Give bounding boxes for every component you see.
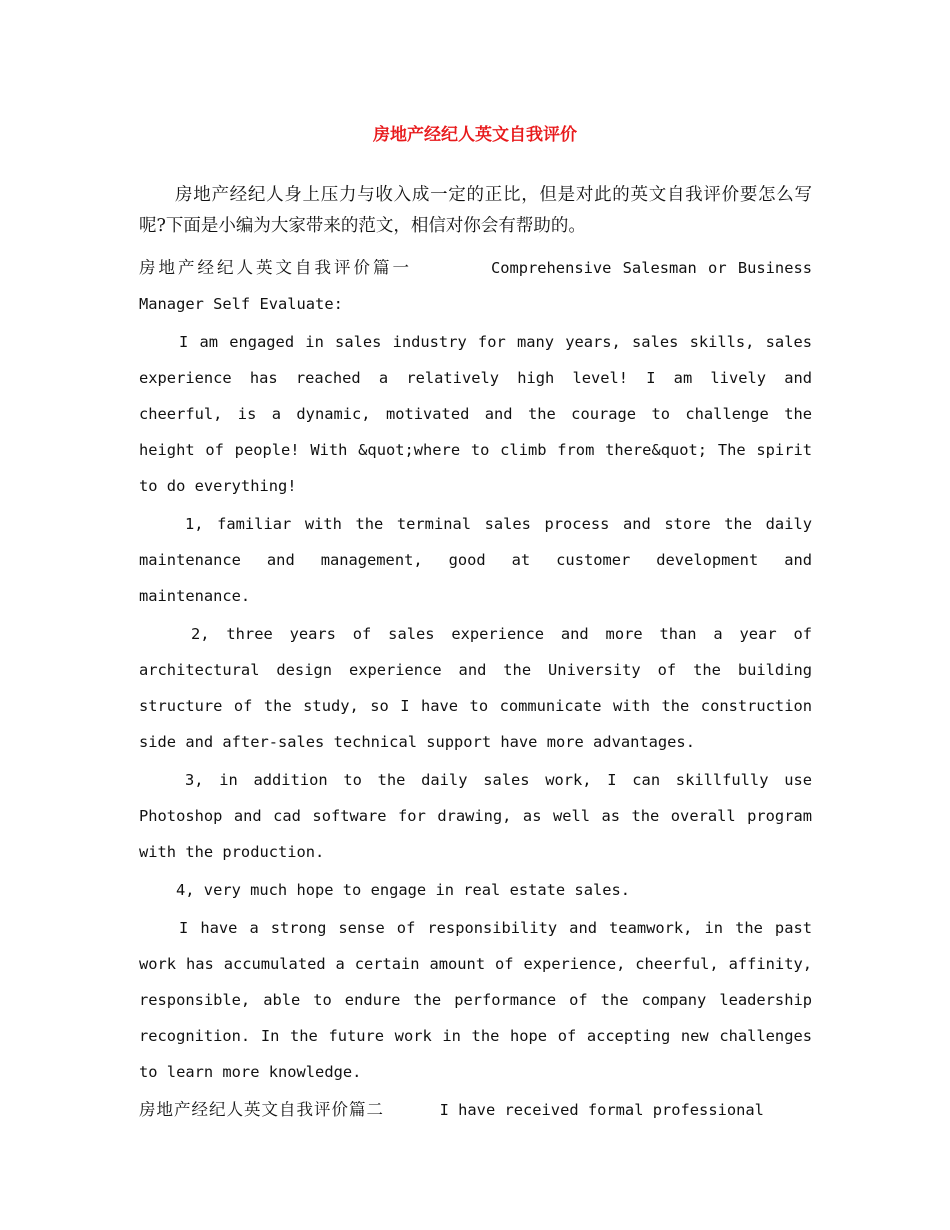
section-heading-2-en: I have received formal professional <box>439 1101 764 1119</box>
list-item: 1, familiar with the terminal sales process and store the daily maintenance and management, good at customer development and maintenance. <box>139 515 812 605</box>
section-heading-2 <box>139 1092 812 1128</box>
section-heading-1 <box>139 250 812 322</box>
document-body <box>139 250 812 1130</box>
section-heading-2-cn: 房地产经纪人英文自我评价篇二 <box>139 1100 384 1119</box>
section-heading-1-cn: 房地产经纪人英文自我评价篇一 <box>139 258 413 277</box>
intro-paragraph: 房地产经纪人身上压力与收入成一定的正比，但是对此的英文自我评价要怎么写呢?下面是小编为大家带来的范文，相信对你会有帮助的。 <box>139 185 812 236</box>
body-paragraph: I am engaged in sales industry for many years, sales skills, sales experience has reached a relatively high level! I am lively and cheerful, is a dynamic, motivated and the courage to challenge the height of people! With &quot;where to climb from there&quot; The spirit to do everything! <box>139 333 812 495</box>
section-heading-1-en: Comprehensive Salesman or Business Manager Self Evaluate: <box>139 259 812 313</box>
list-item: 4, very much hope to engage in real estate sales. <box>176 881 631 899</box>
body-paragraph: I have a strong sense of responsibility and teamwork, in the past work has accumulated a certain amount of experience, cheerful, affinity, responsible, able to endure the performance of the company leadership recognition. In the future work in the hope of accepting new challenges to learn more knowledge. <box>139 919 812 1081</box>
list-item: 3, in addition to the daily sales work, I can skillfully use Photoshop and cad software for drawing, as well as the overall program with the production. <box>139 771 812 861</box>
list-item: 2, three years of sales experience and more than a year of architectural design experience and the University of the building structure of the study, so I have to communicate with the construction side and after-sales technical support have more advantages. <box>139 625 812 751</box>
document-title: 房地产经纪人英文自我评价 <box>373 125 577 145</box>
